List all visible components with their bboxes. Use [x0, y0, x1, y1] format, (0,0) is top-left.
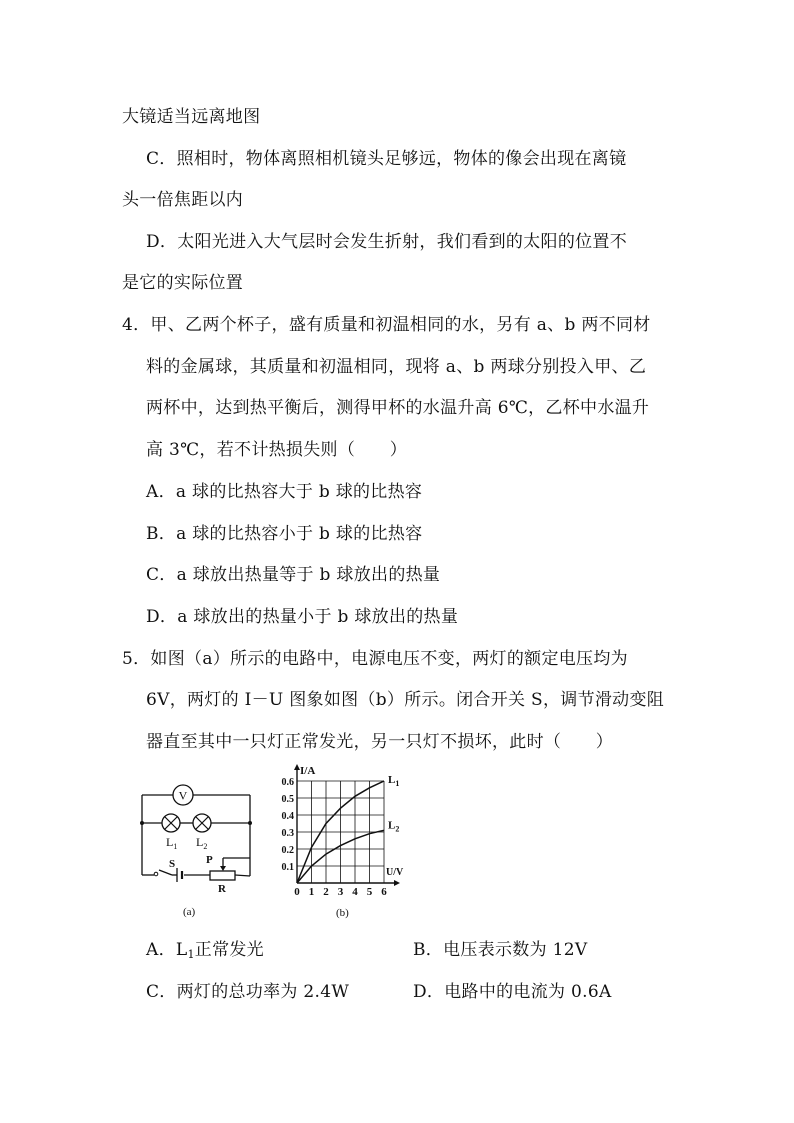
q5-option-a-prefix: A．L [146, 940, 188, 960]
q4-stem-line-1: 4．甲、乙两个杯子，盛有质量和初温相同的水，另有 a、b 两不同材 [122, 315, 651, 335]
q4-option-c: C．a 球放出热量等于 b 球放出的热量 [146, 565, 441, 585]
q4-stem-line-2: 料的金属球，其质量和初温相同，现将 a、b 两球分别投入甲、乙 [146, 357, 647, 377]
x-tick-label: 4 [352, 886, 358, 898]
option-d-line-1: D．太阳光进入大气层时会发生折射，我们看到的太阳的位置不 [146, 232, 628, 252]
q5-stem-line-3: 器直至其中一只灯正常发光，另一只灯不损坏，此时（ ） [146, 732, 614, 752]
x-tick-label: 5 [366, 886, 373, 898]
y-tick-label: 0.5 [281, 794, 294, 805]
q4-stem-line-4: 高 3℃，若不计热损失则（ ） [146, 440, 408, 460]
slider-label: P [206, 854, 213, 866]
q5-option-a-subscript: 1 [187, 948, 195, 961]
figure-a-caption: (a) [183, 906, 196, 918]
continued-line-1: 大镜适当远离地图 [122, 107, 261, 127]
x-axis-arrow-icon [394, 880, 400, 886]
q4-option-b: B．a 球的比热容小于 b 球的比热容 [146, 524, 423, 544]
q5-stem-line-2: 6V，两灯的 I－U 图象如图（b）所示。闭合开关 S，调节滑动变阻 [146, 690, 665, 710]
y-tick-label: 0.4 [281, 811, 294, 822]
lamp-l2-icon [193, 814, 211, 832]
lamp-l1-icon [162, 814, 180, 832]
resistor-label: R [218, 883, 226, 895]
series-label-l2: $L_2$ [388, 819, 400, 834]
figure-b-chart [270, 762, 420, 924]
x-tick-label: 1 [308, 886, 315, 898]
option-c-line-1: C．照相时，物体离照相机镜头足够远，物体的像会出现在离镜 [146, 149, 627, 169]
y-axis-label: I/A [300, 765, 316, 777]
y-tick-label: 0.6 [281, 777, 294, 788]
lamp-l2-label: $L_2$ [196, 835, 208, 851]
x-tick-label: 3 [337, 886, 344, 898]
q4-stem-line-3: 两杯中，达到热平衡后，测得甲杯的水温升高 6℃，乙杯中水温升 [146, 398, 650, 418]
option-d-line-2: 是它的实际位置 [122, 273, 244, 293]
q5-option-d: D．电路中的电流为 0.6A [413, 982, 612, 1002]
x-axis-label: U/V [386, 867, 404, 878]
x-tick-label: 2 [323, 886, 329, 898]
y-tick-label: 0.1 [281, 862, 294, 873]
x-tick-label: 0 [294, 886, 300, 898]
q5-stem-line-1: 5．如图（a）所示的电路中，电源电压不变，两灯的额定电压均为 [122, 649, 628, 669]
y-tick-label: 0.3 [281, 828, 294, 839]
y-tick-label: 0.2 [281, 845, 294, 856]
x-tick-label: 6 [381, 886, 387, 898]
lamp-l1-label: $L_1$ [166, 835, 178, 851]
figure-b-caption: (b) [336, 907, 349, 919]
q5-option-c: C．两灯的总功率为 2.4W [146, 982, 350, 1002]
voltmeter-label: V [178, 788, 188, 803]
switch-label: S [169, 858, 176, 870]
q5-option-a [146, 939, 264, 966]
series-label-l1: $L_1$ [388, 774, 400, 788]
q5-option-a-suffix: 正常发光 [194, 940, 264, 960]
q4-option-d: D．a 球放出的热量小于 b 球放出的热量 [146, 607, 459, 627]
figure-a-circuit [132, 782, 262, 922]
q4-option-a: A．a 球的比热容大于 b 球的比热容 [146, 482, 423, 502]
q5-option-b: B．电压表示数为 12V [413, 940, 588, 960]
option-c-line-2: 头一倍焦距以内 [122, 190, 244, 210]
